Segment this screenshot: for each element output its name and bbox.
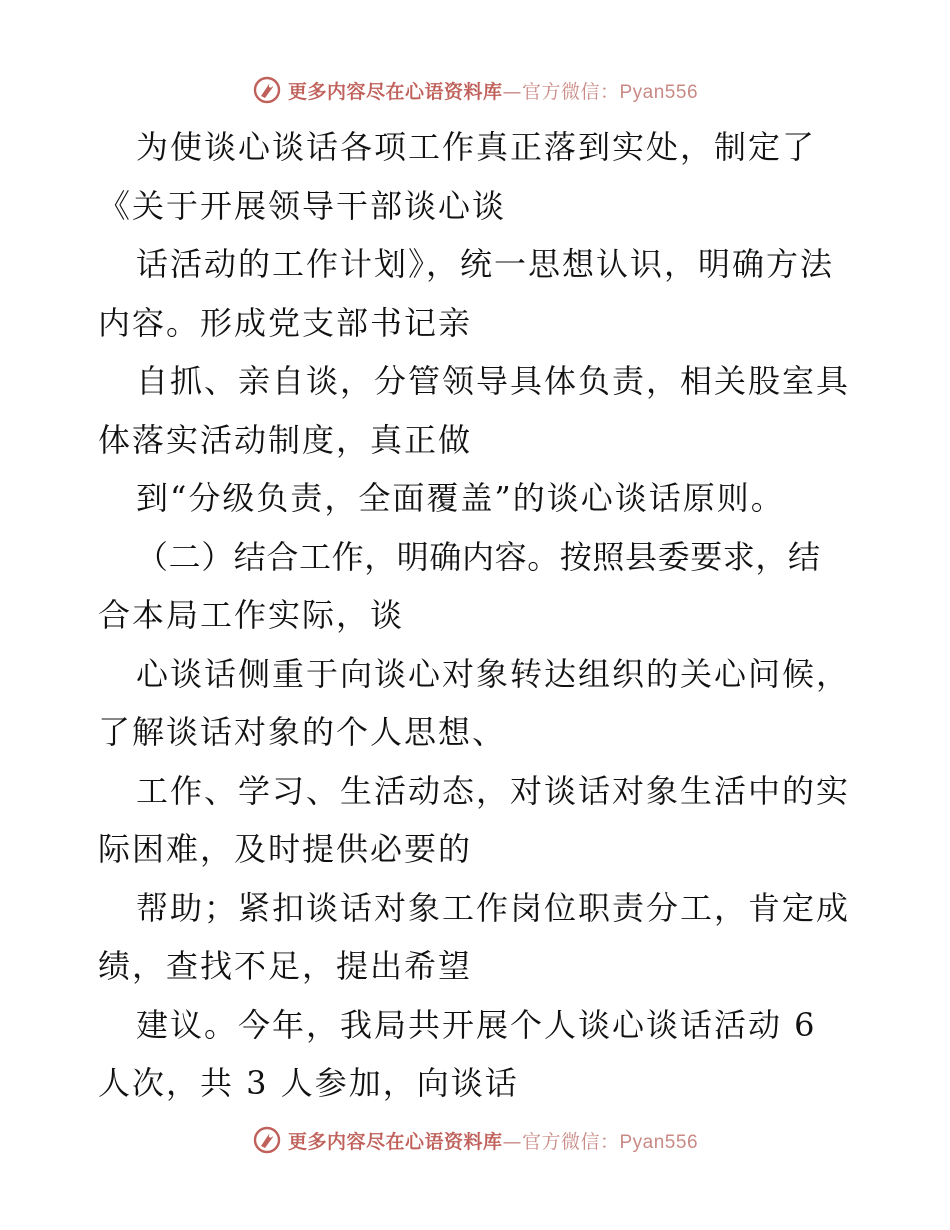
watermark-contact-id: Pyan556 — [619, 1131, 699, 1153]
text-line: 为使谈心谈话各项工作真正落到实处，制定了 — [136, 128, 817, 166]
text-line: 话活动的工作计划》，统一思想认识，明确方法 — [136, 245, 835, 283]
watermark-brand: 更多内容尽在心语资料库 — [287, 1130, 503, 1153]
text-line: 《关于开展领导干部谈心谈 — [98, 186, 507, 225]
pen-nib-circle-logo-icon — [252, 1125, 282, 1155]
header-watermark — [0, 70, 950, 110]
watermark-brand: 更多内容尽在心语资料库 — [287, 80, 503, 103]
text-line: 人次，共 3 人参加，向谈话 — [98, 1064, 519, 1102]
watermark-contact-label: 官方微信： — [521, 1130, 620, 1153]
text-line: 自抓、亲自谈，分管领导具体负责，相关股室具 — [136, 362, 851, 400]
text-line: 到“分级负责，全面覆盖”的谈心谈话原则。 — [136, 479, 785, 517]
text-line: 建议。今年，我局共开展个人谈心谈话活动 6 — [136, 1005, 817, 1044]
watermark-text — [288, 77, 698, 104]
text-line: 帮助；紧扣谈话对象工作岗位职责分工，肯定成 — [136, 888, 851, 927]
text-line: 内容。形成党支部书记亲 — [98, 303, 473, 342]
text-line: 心谈话侧重于向谈心对象转达组织的关心问候， — [136, 654, 851, 693]
text-line: （二）结合工作，明确内容。按照县委要求，结 — [136, 537, 821, 576]
watermark-text — [288, 1127, 698, 1154]
text-line: 工作、学习、生活动态，对谈话对象生活中的实 — [136, 771, 851, 810]
text-line: 绩，查找不足，提出希望 — [98, 947, 473, 985]
footer-watermark — [0, 1120, 950, 1160]
watermark-separator: — — [502, 1130, 522, 1153]
watermark-contact-label: 官方微信： — [521, 80, 620, 103]
text-line: 了解谈话对象的个人思想、 — [98, 713, 507, 751]
pen-nib-circle-logo-icon — [252, 75, 282, 105]
watermark-separator: — — [502, 80, 522, 103]
document-body — [98, 118, 858, 1113]
text-line: 体落实活动制度，真正做 — [98, 420, 473, 459]
text-line: 际困难，及时提供必要的 — [98, 830, 473, 868]
text-line: 合本局工作实际，谈 — [98, 596, 405, 634]
watermark-contact-id: Pyan556 — [619, 81, 699, 103]
